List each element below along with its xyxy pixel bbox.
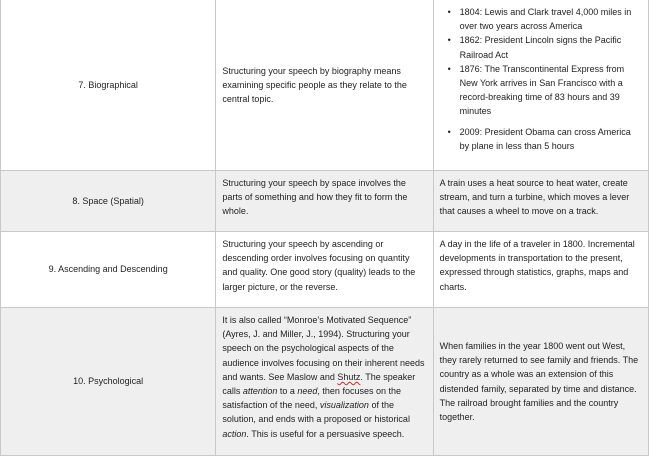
list-item: • 1862: President Lincoln signs the Pacific Railroad Act [447, 35, 622, 60]
table-row-ascending [1, 232, 649, 308]
pattern-example: A train uses a heat source to heat water, create stream, and turn a turbine, which moves a lever that causes a wheel to move on a track. [439, 178, 630, 217]
description-cell [216, 308, 433, 456]
bullet-icon: • [447, 126, 451, 137]
list-item: • 2009: President Obama can cross America by plane in less than 5 hours [447, 126, 631, 151]
example-cell [433, 308, 648, 456]
pattern-description: Structuring your speech by biography means examining specific people as they relate to the central topic. [222, 65, 407, 105]
example-cell [433, 171, 648, 232]
pattern-name: 10. Psychological [73, 376, 144, 387]
bullet-icon: • [447, 63, 451, 74]
bullet-icon: • [447, 35, 451, 46]
description-cell [216, 232, 433, 308]
pattern-name: 7. Biographical [78, 79, 138, 90]
description-cell [216, 171, 433, 232]
pattern-example: A day in the life of a traveler in 1800. Incremental developments in transportation to the present, expressed through statistics, graphs, maps and charts. [439, 239, 635, 292]
pattern-description: It is also called “Monroe’s Motivated Sequence” (Ayres, J. and Miller, J., 1994). Structuring your speech on the psychological aspects of the audience involves focusing on their inherent needs and wants. See Maslow and Shutz. The speaker calls attention to a need, then focuses on the satisfaction of the need, visualization of the solution, and ends with a proposed or historical action. This is useful for a persuasive speech. [222, 315, 425, 439]
example-list [440, 125, 642, 153]
table-row-spatial [1, 171, 649, 232]
pattern-name-cell [1, 0, 216, 171]
pattern-name-cell [1, 171, 216, 232]
description-cell [216, 0, 433, 171]
pattern-name: 9. Ascending and Descending [48, 264, 168, 275]
pattern-description: Structuring your speech by space involves the parts of something and how they fit to form the whole. [222, 178, 408, 217]
pattern-example: When families in the year 1800 went out West, they rarely returned to see family and friends. The country as a whole was an extension of this distended family, separated by time and distance. The railroad brought families and the country together. [439, 340, 639, 422]
pattern-name-cell [1, 308, 216, 456]
pattern-name: 8. Space (Spatial) [72, 195, 144, 206]
table-row-psychological [1, 308, 649, 456]
pattern-name-cell [1, 232, 216, 308]
example-cell [433, 232, 648, 308]
list-item: • 1804: Lewis and Clark travel 4,000 miles in over two years across America [447, 7, 632, 32]
table-row-biographical [1, 0, 649, 171]
example-list [440, 5, 642, 119]
pattern-description: Structuring your speech by ascending or descending order involves focusing on quantity and quality. One good story (quality) leads to the larger picture, or the reverse. [222, 239, 416, 292]
bullet-icon: • [447, 7, 451, 17]
list-item: • 1876: The Transcontinental Express from New York arrives in San Francisco with a record-breaking time of 83 hours and 39 minutes [447, 63, 625, 117]
example-cell [433, 0, 648, 171]
